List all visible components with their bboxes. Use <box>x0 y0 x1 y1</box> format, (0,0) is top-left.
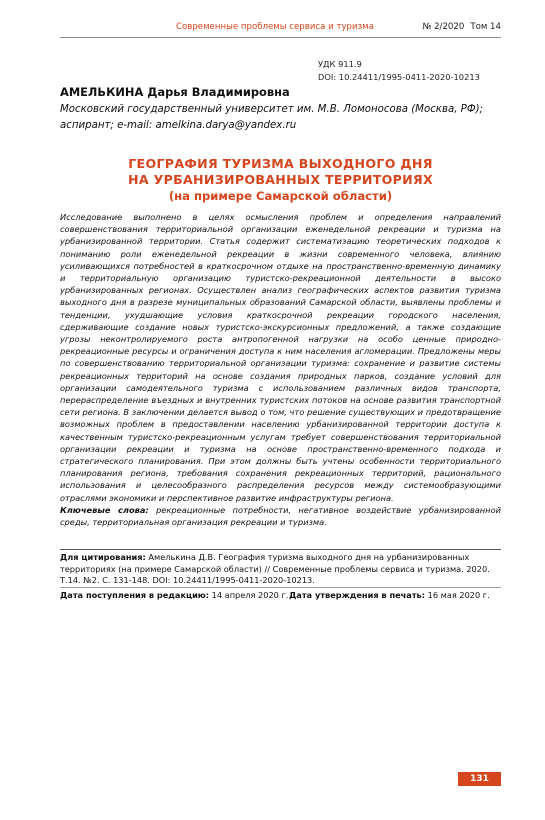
affiliation-email-line[interactable]: аспирант; e-mail: amelkina.darya@yandex.ru <box>60 120 297 131</box>
author-affiliation <box>60 102 501 134</box>
citation-text: Амелькина Д.В. География туризма выходного дня на урбанизированных территориях (на примере Самарской области) // Современные проблемы сервиса и туризма. 2020. Т.14. №2. С. 131-148. DOI: 10.24411/1995-0411-2020-10213. <box>60 552 490 586</box>
title-line-1: ГЕОГРАФИЯ ТУРИЗМА ВЫХОДНОГО ДНЯ <box>128 156 433 171</box>
volume-number: Том 14 <box>470 22 501 32</box>
citation-divider <box>60 549 501 550</box>
approved-date <box>289 590 490 601</box>
abstract-text: Исследование выполнено в целях осмысления проблем и определения направлений совершенствования территориальной организации еженедельной рекреации и туризма на урбанизированной территории. Статья содержит систематизацию теоретических подходов к пониманию роли еженедельной рекреации в жизни современного человека, влиянию усиливающихся потребностей в краткосрочном отдыхе на пространственно-временную динамику и территориальную организацию туристско-рекреационной деятельности в высоко урбанизированных регионах. Осуществлен анализ географических аспектов развития туризма выходного дня в разрезе муниципальных образований Самарской области, выявлены проблемы и тенденции, ухудшающие условия краткосрочной рекреации городского населения, сдерживающие создание новых туристско-экскурсионных предложений, а также создающие угрозы неконтролируемого роста антропогенной нагрузки на особо ценные природно-рекреационные ресурсы и ограничения доступа к ним населения агломерации. Предложены меры по совершенствованию территориальной организации туризма: сохранение и развитие системы рекреационных территорий на основе создания природных парков, создание условий для организации самодеятельного туризма с использованием различных видов транспорта, перераспределение въездных и внутренних туристских потоков на основе развития транспортной сети региона. В заключении делается вывод о том, что решение существующих и предотвращение возможных проблем в предоставлении населению урбанизированной территории доступа к качественным туристско-рекреационным услугам требует совершенствования территориальной организации рекреации и туризма на основе пространственно-временного подхода и стратегического планирования. При этом должны быть учтены особенности территориального планирования региона, требования сохранения рекреационных территорий, рационального использования и целесообразного распределения ресурсов между системообразующими отраслями экономики и перспективное развитие инфраструктуры региона. <box>60 212 501 503</box>
doi[interactable]: DOI: 10.24411/1995-0411-2020-10213 <box>318 72 480 82</box>
dates-divider <box>60 587 501 588</box>
issue-info <box>416 22 501 32</box>
received-value: 14 апреля 2020 г. <box>211 590 289 600</box>
dates-row <box>60 590 501 601</box>
citation <box>60 552 501 587</box>
received-label: Дата поступления в редакцию: <box>60 590 210 600</box>
approved-value: 16 мая 2020 г. <box>427 590 490 600</box>
udk-code: УДК 911.9 <box>318 59 362 69</box>
page-number: 131 <box>458 772 501 786</box>
running-header <box>60 22 501 36</box>
affiliation-line: Московский государственный университет им. М.В. Ломоносова (Москва, РФ); <box>60 104 483 115</box>
received-date <box>60 590 288 600</box>
author-block <box>60 85 501 134</box>
title-line-2: НА УРБАНИЗИРОВАННЫХ ТЕРРИТОРИЯХ <box>128 172 433 187</box>
article-title <box>60 156 501 204</box>
citation-label: Для цитирования: <box>60 552 146 562</box>
issue-number: № 2/2020 <box>422 22 465 32</box>
approved-label: Дата утверждения в печать: <box>289 590 426 600</box>
abstract <box>60 211 501 528</box>
header-divider <box>60 37 501 38</box>
keywords-text: рекреационные потребности, негативное воздействие урбанизированной среды, территориальная организация рекреации и туризма. <box>60 504 501 528</box>
keywords-label: Ключевые слова: <box>60 504 149 515</box>
udk-block <box>318 58 480 84</box>
author-name: АМЕЛЬКИНА Дарья Владимировна <box>60 85 290 99</box>
title-subtitle: (на примере Самарской области) <box>168 189 393 203</box>
journal-name: Современные проблемы сервиса и туризма <box>176 22 374 32</box>
keywords <box>60 504 501 528</box>
